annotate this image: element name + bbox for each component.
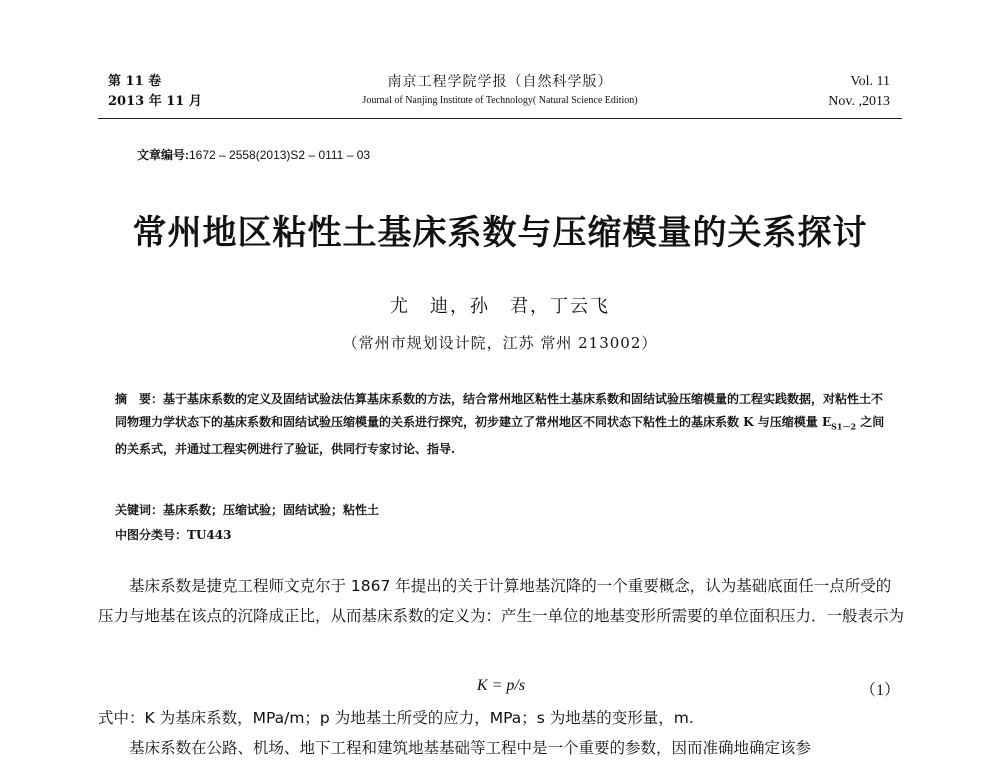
abstract-label: 摘 要： xyxy=(115,392,164,406)
article-number xyxy=(137,146,370,163)
paper-title: 常州地区粘性土基床系数与压缩模量的关系探讨 xyxy=(132,213,868,253)
equation-number: （1） xyxy=(859,682,900,699)
header-right xyxy=(828,72,890,112)
article-number-label: 文章编号: xyxy=(137,148,189,162)
classification-label: 中图分类号： xyxy=(115,528,188,542)
body-paragraph-3: 基床系数在公路、机场、地下工程和建筑地基基础等工程中是一个重要的参数，因而准确地确定该参 xyxy=(129,739,812,757)
authors: 尤 迪，孙 君，丁云飞 xyxy=(390,296,610,317)
article-number-value: 1672 – 2558(2013)S2 – 0111 – 03 xyxy=(189,148,371,162)
header-rule xyxy=(98,118,902,119)
header-left xyxy=(108,72,202,112)
journal-title-en: Journal of Nanjing Institute of Technology( Natural Science Edition) xyxy=(362,95,638,106)
date-cn: 2013 年 11 月 xyxy=(108,94,202,109)
body-paragraph-1: 基床系数是捷克工程师文克尔于 1867 年提出的关于计算地基沉降的一个重要概念，认为基础底面任一点所受的压力与地基在该点的沉降成正比，从而基床系数的定义为：产生一单位的地基变形所需要的单位面积压力．一般表示为 xyxy=(98,577,905,625)
keywords-label: 关键词： xyxy=(115,503,164,517)
journal-title-cn: 南京工程学院学报（自然科学版） xyxy=(387,74,613,90)
body-paragraph-2: 式中：K 为基床系数，MPa/m；p 为地基土所受的应力，MPa；s 为地基的变形量，m. xyxy=(98,709,694,727)
date-en: Nov. ,2013 xyxy=(828,94,890,109)
keywords-value: 基床系数；压缩试验；固结试验；粘性土 xyxy=(163,503,380,517)
equation-1 xyxy=(98,677,904,701)
abstract-text: 基于基床系数的定义及固结试验法估算基床系数的方法，结合常州地区粘性土基床系数和固结试验压缩模量的工程实践数据，对粘性土不同物理力学状态下的基床系数和固结试验压缩模量的关系进行探究，初步建立了常州地区不同状态下粘性土的基床系数 K 与压缩模量 E xyxy=(115,392,884,429)
abstract xyxy=(115,388,885,461)
keywords xyxy=(115,501,379,518)
abstract-subscript: S1－2 xyxy=(831,421,857,432)
classification xyxy=(115,526,231,543)
classification-value: TU443 xyxy=(187,528,232,542)
volume-cn: 第 11 卷 xyxy=(108,74,162,89)
header-center xyxy=(250,72,750,110)
affiliation: （常州市规划设计院，江苏 常州 213002） xyxy=(342,334,658,352)
volume-en: Vol. 11 xyxy=(850,74,890,89)
abstract-text-after: 之间的关系式，并通过工程实例进行了验证，供同行专家讨论、指导. xyxy=(115,415,885,457)
equation-expression: K = p/s xyxy=(476,677,526,694)
